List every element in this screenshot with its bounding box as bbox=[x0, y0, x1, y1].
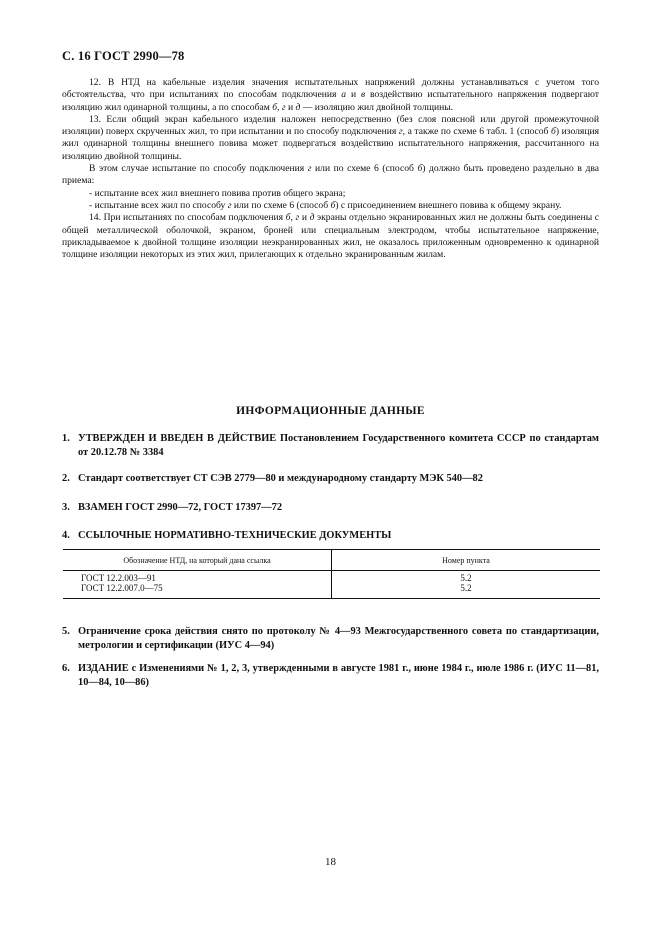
page-header: С. 16 ГОСТ 2990—78 bbox=[62, 49, 185, 63]
table-header-row bbox=[63, 550, 600, 571]
paragraph-12-text: и bbox=[346, 89, 361, 101]
table-row bbox=[63, 571, 600, 584]
method-b-g: б, г bbox=[285, 212, 300, 224]
dash-item-1: - испытание всех жил внешнего повива против общего экрана; bbox=[89, 187, 346, 199]
paragraph-12 bbox=[62, 77, 599, 114]
paragraph-13-text: ) изоляция жил одинарной толщины внешнего повива может подвергаться воздействию испытательного напряжения, рассчитанного на изоляцию двойной толщины. bbox=[62, 126, 599, 162]
info-item-number: 3. bbox=[62, 501, 70, 513]
dash-item-2 bbox=[62, 200, 599, 212]
info-item-text: ВЗАМЕН ГОСТ 2990—72, ГОСТ 17397—72 bbox=[78, 501, 283, 513]
info-item-number: 6. bbox=[62, 663, 70, 674]
method-b: б bbox=[551, 126, 556, 138]
paragraph-13-continued-text: или по схеме 6 (способ bbox=[311, 163, 418, 175]
table-cell-document: ГОСТ 12.2.007.0—75 bbox=[63, 583, 332, 599]
body-text bbox=[62, 77, 599, 261]
paragraph-14 bbox=[62, 212, 599, 261]
paragraph-12-text: воздействию испытательного напряжения подвергают изоляцию жил одинарной толщины, а по способам bbox=[62, 89, 599, 113]
info-section-title: ИНФОРМАЦИОННЫЕ ДАННЫЕ bbox=[236, 405, 425, 417]
method-g: г bbox=[398, 126, 403, 138]
paragraph-13 bbox=[62, 114, 599, 163]
info-item-text: УТВЕРЖДЕН И ВВЕДЕН В ДЕЙСТВИЕ Постановлением Государственного комитета СССР по стандартам от 20.12.78 № 3384 bbox=[78, 433, 599, 458]
method-g: г bbox=[227, 199, 232, 211]
dash-item-2-text: ) с присоединением внешнего повива к общему экрану. bbox=[335, 199, 562, 211]
info-item-6 bbox=[62, 662, 599, 689]
table-cell-clause: 5.2 bbox=[460, 573, 472, 583]
paragraph-12-text: — изоляцию жил двойной толщины. bbox=[300, 101, 454, 113]
table-header-designation: Обозначение НТД, на который дана ссылка bbox=[63, 550, 332, 571]
dash-item-2-text: - испытание всех жил по способу bbox=[89, 199, 228, 211]
info-item-number: 1. bbox=[62, 433, 70, 444]
dash-item-2-text: или по схеме 6 (способ bbox=[231, 199, 331, 211]
info-item-text: ИЗДАНИЕ с Изменениями № 1, 2, 3, утвержденными в августе 1981 г., июне 1984 г., июле 1986 г. (ИУС 11—81, 10—84, 10—86) bbox=[78, 663, 599, 688]
info-item-4 bbox=[62, 529, 599, 543]
info-item-1 bbox=[62, 432, 599, 459]
method-d: д bbox=[309, 212, 315, 224]
paragraph-12-text: и bbox=[285, 101, 296, 113]
paragraph-14-text: экраны отдельно экранированных жил не должны быть соединены с общей металлической оболочкой, экраном, броней или специальным электродом, чтобы испытательное напряжение, прикладываемое к двойной толщине изоляции неэкранированных жил, не оказалось приложенным одновременно к одинарной толщине изоляции некоторых из этих жил, прилегающих к отдельно экранированным жилам. bbox=[62, 212, 599, 261]
method-a: а bbox=[341, 89, 347, 101]
info-item-text: ССЫЛОЧНЫЕ НОРМАТИВНО-ТЕХНИЧЕСКИЕ ДОКУМЕНТЫ bbox=[78, 530, 392, 541]
paragraph-13-continued bbox=[62, 163, 599, 188]
paragraph-13-text: , а также по схеме 6 табл. 1 (способ bbox=[402, 126, 551, 138]
table-cell-document: ГОСТ 12.2.003—91 bbox=[63, 571, 332, 584]
info-item-text: Ограничение срока действия снято по протоколу № 4—93 Межгосударственного совета по стандартизации, метрологии и сертификации (ИУС 4—94) bbox=[78, 626, 599, 651]
paragraph-13-continued-text: ) должно быть проведено раздельно в два приема: bbox=[62, 163, 600, 187]
paragraph-13-text: 13. Если общий экран кабельного изделия наложен непосредственно (без слоя поясной или другой промежуточной изоляции) поверх скрученных жил, то при испытании и по способу подключения bbox=[62, 113, 599, 138]
paragraph-14-text: и bbox=[299, 212, 310, 224]
paragraph-13-continued-text: В этом случае испытание по способу подключения bbox=[89, 163, 308, 175]
info-item-text: Стандарт соответствует СТ СЭВ 2779—80 и международному стандарту МЭК 540—82 bbox=[78, 473, 483, 484]
method-b: б bbox=[330, 199, 336, 211]
info-item-3 bbox=[62, 501, 599, 515]
table-row bbox=[63, 583, 600, 599]
method-v: в bbox=[360, 89, 366, 101]
info-item-number: 2. bbox=[62, 473, 70, 484]
page-number: 18 bbox=[325, 856, 336, 868]
info-list bbox=[62, 432, 599, 543]
method-g: г bbox=[307, 163, 312, 175]
info-list-continued bbox=[62, 625, 599, 689]
paragraph-14-text: 14. При испытаниях по способам подключения bbox=[89, 212, 286, 224]
info-item-2 bbox=[62, 472, 599, 486]
method-d: д bbox=[295, 101, 301, 113]
reference-documents-table bbox=[63, 549, 600, 599]
info-item-number: 5. bbox=[62, 626, 70, 637]
info-item-number: 4. bbox=[62, 530, 70, 541]
method-b: б bbox=[417, 163, 423, 175]
method-b-g: б, г bbox=[272, 101, 286, 113]
table-header-clause: Номер пункта bbox=[332, 550, 601, 571]
table-cell-clause: 5.2 bbox=[332, 583, 601, 599]
info-item-5 bbox=[62, 625, 599, 652]
paragraph-12-text: 12. В НТД на кабельные изделия значения испытательных напряжений должны устанавливаться с учетом того обстоятельства, что при испытаниях по способам подключения bbox=[62, 77, 599, 101]
